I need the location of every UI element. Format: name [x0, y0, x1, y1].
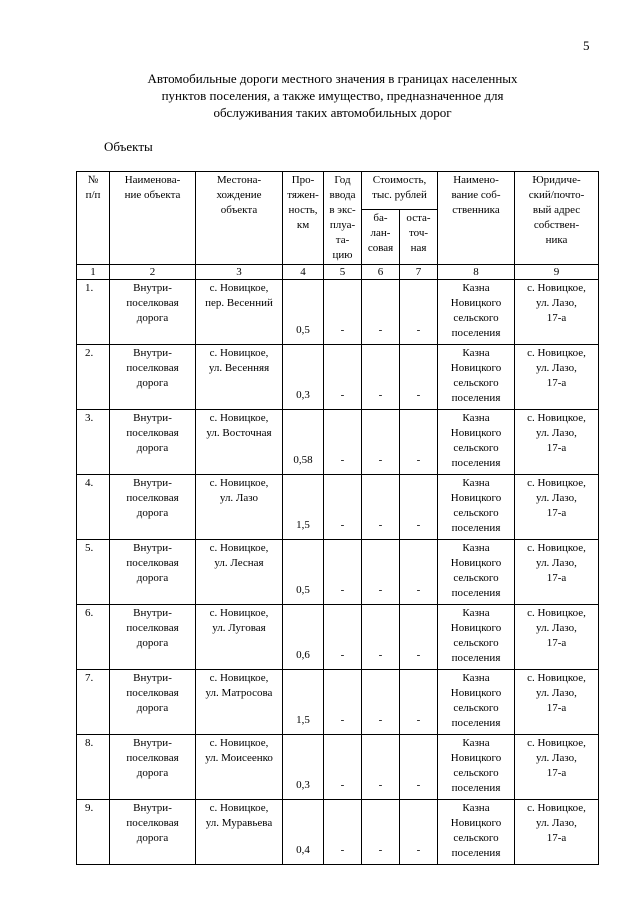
- header-year: [324, 172, 362, 265]
- road-length: 0,58: [283, 410, 324, 475]
- text-line: ул. Лесная: [214, 557, 264, 569]
- text-line: поселения: [451, 327, 501, 339]
- text-line: сельского: [453, 767, 499, 779]
- text-line: ул. Восточная: [206, 427, 272, 439]
- balance-cost: -: [362, 475, 400, 540]
- text-line: хождение: [216, 189, 262, 201]
- owner-address: [515, 410, 599, 475]
- text-line: Казна: [462, 282, 490, 294]
- text-line: поселковая: [126, 297, 179, 309]
- commissioning-year: -: [324, 670, 362, 735]
- commissioning-year: -: [324, 605, 362, 670]
- text-line: Местона-: [216, 174, 262, 186]
- owner-name: [438, 345, 515, 410]
- object-name: [110, 735, 196, 800]
- header-name: [110, 172, 196, 265]
- text-line: ул. Лазо,: [536, 752, 577, 764]
- residual-cost: -: [400, 410, 438, 475]
- text-line: ул. Лазо,: [536, 817, 577, 829]
- text-line: Год: [334, 174, 351, 186]
- text-line: Казна: [462, 607, 490, 619]
- column-number: 6: [362, 265, 400, 280]
- text-line: с. Новицкое,: [209, 672, 269, 684]
- row-number: 8.: [77, 735, 110, 800]
- road-length: 1,5: [283, 475, 324, 540]
- text-line: ввода: [329, 189, 356, 201]
- header-length: [283, 172, 324, 265]
- text-line: поселения: [451, 717, 501, 729]
- object-location: [196, 410, 283, 475]
- text-line: собствен-: [533, 219, 580, 231]
- residual-cost: -: [400, 735, 438, 800]
- object-location: [196, 670, 283, 735]
- text-line: Новицкого: [450, 752, 502, 764]
- document-title: [100, 70, 565, 121]
- object-location: [196, 280, 283, 345]
- road-length: 0,5: [283, 280, 324, 345]
- table-row: [77, 670, 599, 735]
- text-line: ность,: [288, 204, 318, 216]
- table-row: [77, 280, 599, 345]
- text-line: сельского: [453, 702, 499, 714]
- object-location: [196, 540, 283, 605]
- object-location: [196, 345, 283, 410]
- object-location: [196, 475, 283, 540]
- text-line: поселковая: [126, 492, 179, 504]
- row-number: 1.: [77, 280, 110, 345]
- text-line: Новицкого: [450, 622, 502, 634]
- row-number: 7.: [77, 670, 110, 735]
- text-line: с. Новицкое,: [527, 802, 586, 814]
- text-line: лан-: [370, 226, 391, 239]
- text-line: Казна: [462, 542, 490, 554]
- text-line: Внутри-: [133, 282, 172, 294]
- text-line: ул. Луговая: [212, 622, 266, 634]
- text-line: с. Новицкое,: [527, 607, 586, 619]
- table-row: [77, 605, 599, 670]
- object-name: [110, 410, 196, 475]
- text-line: с. Новицкое,: [209, 542, 269, 554]
- owner-address: [515, 345, 599, 410]
- table-row: [77, 540, 599, 605]
- text-line: Казна: [462, 672, 490, 684]
- owner-address: [515, 280, 599, 345]
- text-line: Казна: [462, 802, 490, 814]
- commissioning-year: -: [324, 735, 362, 800]
- roads-table: [76, 171, 599, 865]
- column-number: 3: [196, 265, 283, 280]
- text-line: сельского: [453, 832, 499, 844]
- text-line: п/п: [85, 189, 101, 201]
- owner-address: [515, 800, 599, 865]
- owner-address: [515, 475, 599, 540]
- text-line: сельского: [453, 572, 499, 584]
- text-line: дорога: [136, 832, 169, 844]
- balance-cost: -: [362, 280, 400, 345]
- column-number: 8: [438, 265, 515, 280]
- header-address: [515, 172, 599, 265]
- column-number: 2: [110, 265, 196, 280]
- commissioning-year: -: [324, 280, 362, 345]
- object-name: [110, 605, 196, 670]
- title-line: Автомобильные дороги местного значения в границах населенных: [147, 71, 518, 86]
- commissioning-year: -: [324, 345, 362, 410]
- text-line: сельского: [453, 507, 499, 519]
- text-line: Внутри-: [133, 672, 172, 684]
- text-line: 17-а: [546, 572, 567, 584]
- text-line: в экс-: [329, 204, 356, 216]
- balance-cost: -: [362, 540, 400, 605]
- text-line: вание соб-: [451, 189, 501, 201]
- text-line: сельского: [453, 312, 499, 324]
- text-line: оста-: [406, 211, 431, 224]
- text-line: Новицкого: [450, 557, 502, 569]
- commissioning-year: -: [324, 800, 362, 865]
- header-owner: [438, 172, 515, 265]
- text-line: 17-а: [546, 442, 567, 454]
- text-line: Про-: [291, 174, 315, 186]
- header-balance: [362, 209, 400, 264]
- text-line: Казна: [462, 477, 490, 489]
- text-line: дорога: [136, 637, 169, 649]
- owner-name: [438, 605, 515, 670]
- text-line: поселковая: [126, 557, 179, 569]
- column-number-row: [77, 265, 599, 280]
- text-line: Новицкого: [450, 492, 502, 504]
- column-number: 9: [515, 265, 599, 280]
- object-name: [110, 670, 196, 735]
- text-line: 17-а: [546, 312, 567, 324]
- text-line: Стоимость,: [372, 174, 427, 186]
- text-line: тяжен-: [287, 189, 319, 201]
- text-line: ул. Лазо,: [536, 297, 577, 309]
- owner-address: [515, 735, 599, 800]
- text-line: с. Новицкое,: [527, 347, 586, 359]
- text-line: 17-а: [546, 767, 567, 779]
- text-line: с. Новицкое,: [209, 282, 269, 294]
- owner-name: [438, 410, 515, 475]
- text-line: с. Новицкое,: [527, 412, 586, 424]
- residual-cost: -: [400, 800, 438, 865]
- text-line: Наименова-: [124, 174, 181, 186]
- text-line: Внутри-: [133, 737, 172, 749]
- text-line: с. Новицкое,: [527, 477, 586, 489]
- text-line: №: [87, 174, 99, 186]
- column-number: 7: [400, 265, 438, 280]
- text-line: Новицкого: [450, 687, 502, 699]
- text-line: Внутри-: [133, 347, 172, 359]
- object-location: [196, 800, 283, 865]
- text-line: поселковая: [126, 687, 179, 699]
- road-length: 0,3: [283, 735, 324, 800]
- page-number: 5: [583, 38, 590, 53]
- table-body: [77, 280, 599, 865]
- commissioning-year: -: [324, 410, 362, 475]
- balance-cost: -: [362, 605, 400, 670]
- text-line: с. Новицкое,: [527, 542, 586, 554]
- text-line: вый адрес: [532, 204, 581, 216]
- table-header: [77, 172, 599, 280]
- text-line: с. Новицкое,: [209, 412, 269, 424]
- owner-name: [438, 540, 515, 605]
- text-line: ба-: [373, 211, 388, 224]
- table-row: [77, 475, 599, 540]
- table-row: [77, 345, 599, 410]
- text-line: 17-а: [546, 832, 567, 844]
- object-name: [110, 280, 196, 345]
- owner-name: [438, 735, 515, 800]
- column-number: 4: [283, 265, 324, 280]
- owner-name: [438, 280, 515, 345]
- road-length: 0,3: [283, 345, 324, 410]
- text-line: с. Новицкое,: [209, 347, 269, 359]
- owner-name: [438, 800, 515, 865]
- row-number: 6.: [77, 605, 110, 670]
- text-line: поселковая: [126, 362, 179, 374]
- text-line: поселения: [451, 522, 501, 534]
- text-line: Казна: [462, 347, 490, 359]
- text-line: Новицкого: [450, 427, 502, 439]
- text-line: дорога: [136, 702, 169, 714]
- text-line: с. Новицкое,: [527, 737, 586, 749]
- residual-cost: -: [400, 605, 438, 670]
- text-line: Новицкого: [450, 362, 502, 374]
- text-line: поселения: [451, 652, 501, 664]
- text-line: Новицкого: [450, 817, 502, 829]
- text-line: ул. Моисеенко: [205, 752, 273, 764]
- text-line: Внутри-: [133, 802, 172, 814]
- text-line: цию: [332, 249, 353, 261]
- text-line: поселения: [451, 392, 501, 404]
- text-line: плуа-: [329, 219, 356, 231]
- text-line: ул. Лазо: [219, 492, 259, 504]
- text-line: поселения: [451, 587, 501, 599]
- commissioning-year: -: [324, 475, 362, 540]
- text-line: Казна: [462, 737, 490, 749]
- owner-address: [515, 540, 599, 605]
- header-cost: [362, 172, 438, 210]
- text-line: ул. Лазо,: [536, 427, 577, 439]
- text-line: объекта: [220, 204, 258, 216]
- text-line: поселковая: [126, 622, 179, 634]
- text-line: поселения: [451, 782, 501, 794]
- balance-cost: -: [362, 345, 400, 410]
- object-name: [110, 540, 196, 605]
- balance-cost: -: [362, 670, 400, 735]
- object-name: [110, 475, 196, 540]
- text-line: 17-а: [546, 377, 567, 389]
- text-line: поселения: [451, 457, 501, 469]
- owner-address: [515, 670, 599, 735]
- text-line: ул. Матросова: [205, 687, 273, 699]
- residual-cost: -: [400, 540, 438, 605]
- text-line: Внутри-: [133, 607, 172, 619]
- text-line: сельского: [453, 637, 499, 649]
- road-length: 0,6: [283, 605, 324, 670]
- text-line: поселковая: [126, 427, 179, 439]
- object-location: [196, 605, 283, 670]
- text-line: та-: [335, 234, 350, 246]
- text-line: дорога: [136, 442, 169, 454]
- row-number: 2.: [77, 345, 110, 410]
- text-line: сельского: [453, 377, 499, 389]
- text-line: дорога: [136, 377, 169, 389]
- object-name: [110, 345, 196, 410]
- text-line: тыс. рублей: [372, 189, 427, 201]
- text-line: Внутри-: [133, 477, 172, 489]
- row-number: 5.: [77, 540, 110, 605]
- residual-cost: -: [400, 670, 438, 735]
- text-line: ул. Лазо,: [536, 622, 577, 634]
- commissioning-year: -: [324, 540, 362, 605]
- title-line: пунктов поселения, а также имущество, предназначенное для: [161, 88, 504, 103]
- owner-address: [515, 605, 599, 670]
- header-num: [77, 172, 110, 265]
- text-line: Казна: [462, 412, 490, 424]
- text-line: ул. Лазо,: [536, 362, 577, 374]
- text-line: поселковая: [126, 817, 179, 829]
- text-line: Внутри-: [133, 412, 172, 424]
- header-location: [196, 172, 283, 265]
- text-line: сельского: [453, 442, 499, 454]
- text-line: дорога: [136, 572, 169, 584]
- text-line: 17-а: [546, 637, 567, 649]
- object-name: [110, 800, 196, 865]
- row-number: 3.: [77, 410, 110, 475]
- balance-cost: -: [362, 800, 400, 865]
- title-line: обслуживания таких автомобильных дорог: [213, 105, 452, 120]
- text-line: Юридиче-: [532, 174, 581, 186]
- object-location: [196, 735, 283, 800]
- column-number: 5: [324, 265, 362, 280]
- row-number: 9.: [77, 800, 110, 865]
- table-row: [77, 735, 599, 800]
- text-line: ул. Лазо,: [536, 492, 577, 504]
- section-subtitle: Объекты: [104, 139, 153, 154]
- text-line: ственника: [452, 204, 500, 216]
- header-residual: [400, 209, 438, 264]
- road-length: 1,5: [283, 670, 324, 735]
- text-line: с. Новицкое,: [209, 737, 269, 749]
- text-line: ский/почто-: [528, 189, 585, 201]
- text-line: дорога: [136, 312, 169, 324]
- residual-cost: -: [400, 475, 438, 540]
- text-line: дорога: [136, 507, 169, 519]
- text-line: Внутри-: [133, 542, 172, 554]
- row-number: 4.: [77, 475, 110, 540]
- balance-cost: -: [362, 735, 400, 800]
- text-line: 17-а: [546, 507, 567, 519]
- text-line: ная: [410, 241, 427, 254]
- text-line: ние объекта: [124, 189, 181, 201]
- text-line: поселковая: [126, 752, 179, 764]
- column-number: 1: [77, 265, 110, 280]
- text-line: Новицкого: [450, 297, 502, 309]
- text-line: с. Новицкое,: [209, 802, 269, 814]
- text-line: ника: [545, 234, 568, 246]
- text-line: ул. Муравьева: [205, 817, 273, 829]
- text-line: с. Новицкое,: [527, 672, 586, 684]
- text-line: ул. Весенняя: [208, 362, 270, 374]
- text-line: пер. Весенний: [205, 297, 273, 309]
- text-line: км: [296, 219, 310, 231]
- text-line: точ-: [408, 226, 429, 239]
- text-line: 17-а: [546, 702, 567, 714]
- road-length: 0,4: [283, 800, 324, 865]
- owner-name: [438, 475, 515, 540]
- residual-cost: -: [400, 280, 438, 345]
- text-line: ул. Лазо,: [536, 687, 577, 699]
- text-line: с. Новицкое,: [527, 282, 586, 294]
- balance-cost: -: [362, 410, 400, 475]
- text-line: ул. Лазо,: [536, 557, 577, 569]
- text-line: Наимено-: [453, 174, 499, 186]
- road-length: 0,5: [283, 540, 324, 605]
- text-line: поселения: [451, 847, 501, 859]
- text-line: с. Новицкое,: [209, 607, 269, 619]
- text-line: с. Новицкое,: [209, 477, 269, 489]
- text-line: дорога: [136, 767, 169, 779]
- residual-cost: -: [400, 345, 438, 410]
- owner-name: [438, 670, 515, 735]
- table-row: [77, 800, 599, 865]
- table-row: [77, 410, 599, 475]
- text-line: совая: [367, 241, 394, 254]
